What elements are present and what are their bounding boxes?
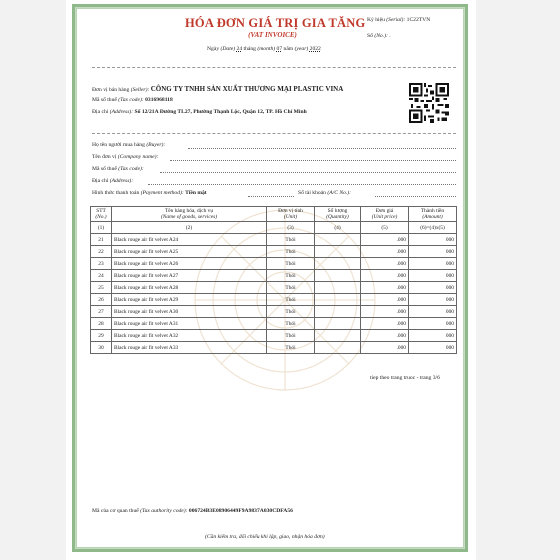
tax-authority-label: Mã của cơ quan thuế — [92, 508, 139, 514]
verification-note: (Cần kiểm tra, đối chiếu khi lập, giao, nhận hóa đơn) — [205, 534, 325, 540]
buyer-tax-label: Mã số thuế — [92, 166, 117, 172]
account-field — [375, 196, 456, 197]
payment-value: Tiền mặt — [185, 190, 207, 196]
tax-authority-label-en: (Tax authority code): — [140, 508, 188, 514]
table-row: 23 Black rouge air fit velvet A26 Thói .000 000 — [91, 258, 457, 270]
tax-authority-value: 006724B3E08906449F9A9837A030CDFA56 — [188, 508, 293, 514]
buyer-company-label: Tên đơn vị — [92, 154, 117, 160]
table-row: 30 Black rouge air fit velvet A33 Thói .000 000 — [91, 342, 457, 354]
buyer-tax-field — [160, 172, 456, 173]
serial-value: 1C22TVN — [406, 17, 431, 23]
account-row — [298, 191, 351, 197]
buyer-address-label: Địa chỉ — [92, 178, 109, 184]
number-label-en: (No.): — [374, 33, 388, 39]
date-day: 24 — [236, 46, 243, 52]
account-label-en: (A/C No.): — [327, 190, 351, 196]
payment-label: Hình thức thanh toán — [92, 190, 140, 196]
table-row: 24 Black rouge air fit velvet A27 Thói .000 000 — [91, 270, 457, 282]
seller-address-label-en: (Address): — [109, 109, 134, 115]
invoice-subtitle: (VAT INVOICE) — [248, 31, 297, 39]
seller-name-value: CÔNG TY TNHH SẢN XUẤT THƯƠNG MẠI PLASTIC VINA — [150, 85, 344, 93]
number-label: Số — [367, 33, 373, 39]
items-table — [90, 206, 457, 354]
invoice-title: HÓA ĐƠN GIÁ TRỊ GIA TĂNG — [185, 16, 366, 30]
date-thang-en: (month) — [257, 46, 276, 52]
number-row — [367, 34, 391, 40]
account-label: Số tài khoản — [298, 190, 326, 196]
buyer-address-field — [148, 184, 456, 185]
date-year: 2022 — [309, 46, 321, 52]
buyer-company-label-en: (Company name): — [117, 154, 159, 160]
buyer-tax-label-en: (Tax code): — [118, 166, 144, 172]
qr-code — [409, 83, 449, 123]
header-unit: Đơn vị tính (Unit) — [267, 207, 315, 222]
date-nam-en: (year) — [294, 46, 309, 52]
table-row: 29 Black rouge air fit velvet A32 Thói .000 000 — [91, 330, 457, 342]
seller-name-row — [92, 86, 343, 94]
serial-label: Ký hiệu — [367, 17, 385, 23]
payment-row — [92, 191, 207, 197]
buyer-address-label-en: (Address): — [109, 178, 134, 184]
seller-tax-value: 0316968118 — [145, 97, 173, 103]
seller-tax-label: Mã số thuế — [92, 97, 117, 103]
table-row: 25 Black rouge air fit velvet A28 Thói .000 000 — [91, 282, 457, 294]
buyer-tax-row — [92, 167, 144, 173]
buyer-name-field — [188, 148, 456, 149]
table-row: 26 Black rouge air fit velvet A29 Thói .000 000 — [91, 294, 457, 306]
table-row: 28 Black rouge air fit velvet A31 Thói .000 000 — [91, 318, 457, 330]
seller-divider — [92, 133, 456, 134]
serial-row — [367, 18, 430, 24]
seller-address-row — [92, 110, 307, 116]
header-name: Tên hàng hóa, dịch vụ (Name of goods, services) — [112, 207, 267, 222]
buyer-name-row — [92, 143, 165, 149]
date-ngay: Ngày — [207, 46, 220, 52]
header-no: STT (No.) — [91, 207, 112, 222]
date-thang: tháng — [243, 46, 256, 52]
buyer-company-field — [170, 160, 456, 161]
payment-label-en: (Payment method): — [140, 190, 184, 196]
buyer-address-row — [92, 179, 133, 185]
buyer-company-row — [92, 155, 158, 161]
header-quantity: Số lượng (Quantity) — [315, 207, 361, 222]
buyer-name-label: Họ tên người mua hàng — [92, 142, 145, 148]
number-value: . — [389, 33, 391, 39]
serial-label-en: (Serial): — [386, 17, 406, 23]
table-header-row — [91, 207, 457, 222]
seller-name-label: Đơn vị bán hàng — [92, 87, 130, 93]
date-nam: năm — [283, 46, 294, 52]
payment-field — [248, 196, 294, 197]
tax-authority-row — [92, 509, 293, 515]
table-row: 21 Black rouge air fit velvet A24 Thói .000 000 — [91, 234, 457, 246]
buyer-name-label-en: (Buyer): — [146, 142, 166, 148]
table-row: 22 Black rouge air fit velvet A25 Thói .000 000 — [91, 246, 457, 258]
header-amount: Thành tiền (Amount) — [409, 207, 457, 222]
header-divider — [92, 67, 456, 68]
continued-note: tiep theo trang truoc - trang 3/6 — [370, 375, 440, 381]
seller-address-value: Số 12/21A Đường TL27, Phường Thạnh Lộc, Quận 12, TP. Hồ Chí Minh — [134, 109, 307, 115]
table-row: 27 Black rouge air fit velvet A30 Thói .000 000 — [91, 306, 457, 318]
date-row — [207, 47, 321, 53]
table-index-row: (1) (2) (3) (4) (5) (6)=(4)x(5) — [91, 222, 457, 234]
seller-name-label-en: (Seller): — [130, 87, 150, 93]
seller-tax-row — [92, 98, 173, 104]
seller-tax-label-en: (Tax code): — [118, 97, 144, 103]
seller-address-label: Địa chỉ — [92, 109, 109, 115]
date-month: 07 — [276, 46, 283, 52]
date-ngay-en: (Date) — [220, 46, 236, 52]
header-unit-price: Đơn giá (Unit price) — [361, 207, 409, 222]
